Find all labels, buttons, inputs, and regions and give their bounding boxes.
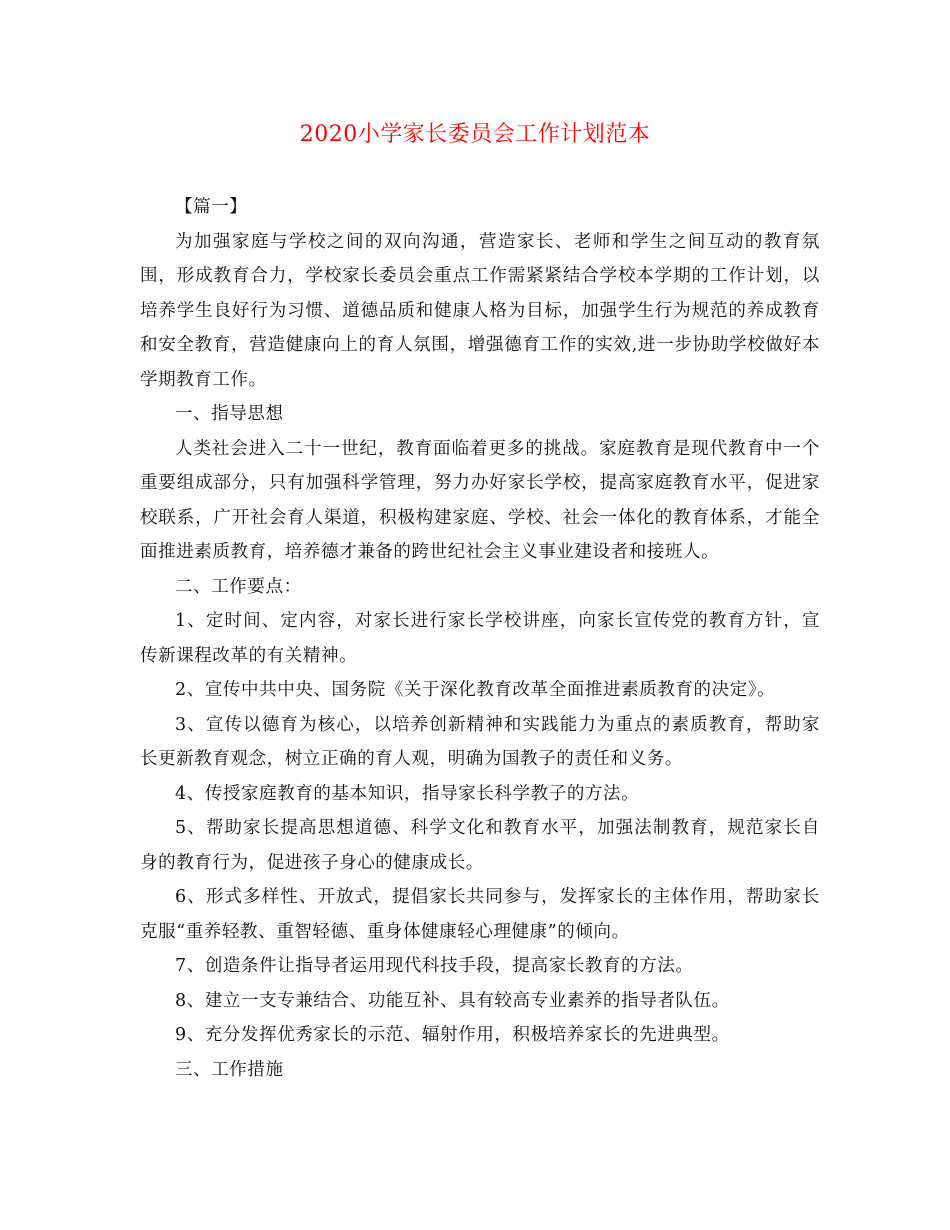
work-point-item: 9、充分发挥优秀家长的示范、辐射作用，积极培养家长的先进典型。 <box>175 1025 730 1045</box>
work-point-item: 5、帮助家长提高思想道德、科学文化和教育水平，加强法制教育，规范家长自身的教育行为，促进孩子身心的健康成长。 <box>140 818 820 873</box>
work-point-item: 7、创造条件让指导者运用现代科技手段，提高家长教育的方法。 <box>175 956 694 976</box>
intro-paragraph: 为加强家庭与学校之间的双向沟通，营造家长、老师和学生之间互动的教育氛围，形成教育合力，学校家长委员会重点工作需紧紧结合学校本学期的工作计划，以培养学生良好行为习惯、道德品质和健康人格为目标，加强学生行为规范的养成教育和安全教育，营造健康向上的育人氛围，增强德育工作的实效,进一步协助学校做好本学期教育工作。 <box>140 231 820 390</box>
section-heading-work-measures: 三、工作措施 <box>175 1059 284 1080</box>
work-point-item: 6、形式多样性、开放式，提倡家长共同参与，发挥家长的主体作用，帮助家长克服“重养轻教、重智轻德、重身体健康轻心理健康”的倾向。 <box>140 887 820 942</box>
section-marker: 【篇一】 <box>175 197 248 217</box>
document-title: 2020小学家长委员会工作计划范本 <box>299 122 651 147</box>
section-heading-work-points: 二、工作要点： <box>175 576 302 597</box>
document-body <box>140 190 820 1087</box>
work-point-item: 2、宣传中共中央、国务院《关于深化教育改革全面推进素质教育的决定》。 <box>175 680 776 700</box>
work-point-item: 1、定时间、定内容，对家长进行家长学校讲座，向家长宣传党的教育方针，宣传新课程改革的有关精神。 <box>140 611 820 666</box>
work-point-item: 8、建立一支专兼结合、功能互补、具有较高专业素养的指导者队伍。 <box>175 990 730 1011</box>
work-point-item: 4、传授家庭教育的基本知识，指导家长科学教子的方法。 <box>175 783 640 804</box>
guiding-ideology-paragraph: 人类社会进入二十一世纪，教育面临着更多的挑战。家庭教育是现代教育中一个重要组成部分，只有加强科学管理，努力办好家长学校，提高家庭教育水平，促进家校联系，广开社会育人渠道，积极构建家庭、学校、社会一体化的教育体系，才能全面推进素质教育，培养德才兼备的跨世纪社会主义事业建设者和接班人。 <box>140 438 820 562</box>
section-heading-guiding-ideology: 一、指导思想 <box>175 404 284 424</box>
work-point-item: 3、宣传以德育为核心，以培养创新精神和实践能力为重点的素质教育，帮助家长更新教育观念，树立正确的育人观，明确为国教子的责任和义务。 <box>140 714 820 769</box>
